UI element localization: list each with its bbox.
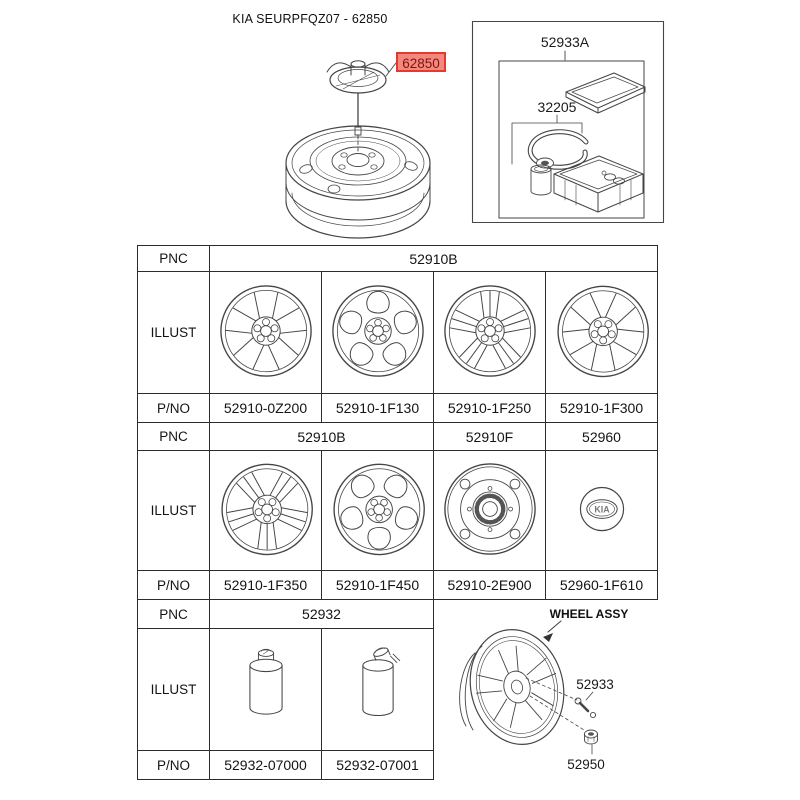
- highlighted-part-label-62850[interactable]: 62850: [396, 52, 446, 72]
- nut-drawing: [585, 730, 598, 744]
- valve-part-label[interactable]: 52933: [576, 677, 615, 692]
- alloy-wheel-icon: [329, 456, 427, 566]
- pno-header: P/NO: [138, 394, 210, 423]
- sealant-bottle-icon: [335, 638, 421, 742]
- steel-wheel-icon: [441, 456, 539, 566]
- arrow-icon: [543, 633, 553, 642]
- wheel-illust-cell: [322, 272, 434, 394]
- table-row: [138, 600, 658, 629]
- pnc-value: 52910B: [210, 423, 434, 451]
- sealant-illust-cell: [210, 629, 322, 751]
- valve-drawing: [575, 698, 596, 718]
- kit-lid-drawing: [566, 73, 645, 113]
- kia-center-cap-icon: [553, 456, 651, 566]
- pnc-header: PNC: [138, 600, 210, 629]
- wheel-illust-cell: [210, 451, 322, 571]
- illust-header: ILLUST: [138, 272, 210, 394]
- part-number-cell[interactable]: 52910-2E900: [434, 571, 546, 600]
- wheel-assy-area: [434, 600, 658, 780]
- wheel-illust-cell: [322, 451, 434, 571]
- wheel-illust-cell: [210, 272, 322, 394]
- table-row: [138, 451, 658, 571]
- wheel-illust-cell: [546, 451, 658, 571]
- alloy-wheel-icon: [217, 456, 315, 566]
- pnc-value: 52910B: [210, 246, 658, 272]
- wheel-assy-title: WHEEL ASSY: [549, 607, 629, 621]
- part-number-cell[interactable]: 52960-1F610: [546, 571, 658, 600]
- alloy-wheel-icon: [217, 278, 315, 388]
- wheel-assy-illustration: [434, 600, 657, 779]
- alloy-wheel-icon: [329, 278, 427, 388]
- pnc-header: PNC: [138, 246, 210, 272]
- wheel-illust-cell: [434, 451, 546, 571]
- pnc-value: 52932: [210, 600, 434, 629]
- table-row: [138, 423, 658, 451]
- illust-header: ILLUST: [138, 451, 210, 571]
- alloy-wheel-icon: [441, 278, 539, 388]
- sealant-illust-cell: [322, 629, 434, 751]
- table-row: [138, 272, 658, 394]
- nut-part-label[interactable]: 52950: [567, 757, 606, 772]
- illust-header: ILLUST: [138, 629, 210, 751]
- wheel-illust-cell: [546, 272, 658, 394]
- part-number-cell[interactable]: 52932-07001: [322, 751, 434, 780]
- pno-header: P/NO: [138, 571, 210, 600]
- kia-logo-text: KIA: [593, 503, 610, 514]
- table-row: [138, 394, 658, 423]
- part-number-cell[interactable]: 52910-0Z200: [210, 394, 322, 423]
- pnc-header: PNC: [138, 423, 210, 451]
- pno-header: P/NO: [138, 751, 210, 780]
- part-number-cell[interactable]: 52910-1F250: [434, 394, 546, 423]
- kit-sealant-can-drawing: [531, 165, 551, 195]
- page-title: KIA SEURPFQZ07 - 62850: [232, 12, 388, 26]
- part-number-cell[interactable]: 52932-07000: [210, 751, 322, 780]
- kit-inner-part-label[interactable]: 32205: [537, 99, 577, 115]
- wheel-drawing: [459, 620, 576, 755]
- table-row: [138, 571, 658, 600]
- part-number-cell[interactable]: 52910-1F450: [322, 571, 434, 600]
- parts-table: [137, 245, 658, 780]
- pnc-value: 52910F: [434, 423, 546, 451]
- part-number-cell[interactable]: 52910-1F300: [546, 394, 658, 423]
- clamp-62850-drawing: [327, 61, 396, 154]
- kit-part-label[interactable]: 52933A: [540, 34, 590, 50]
- tire-mobility-kit-illustration: [468, 16, 668, 228]
- wheel-illust-cell: [434, 272, 546, 394]
- table-row: [138, 246, 658, 272]
- part-number-cell[interactable]: 52910-1F350: [210, 571, 322, 600]
- part-number-cell[interactable]: 52910-1F130: [322, 394, 434, 423]
- sealant-bottle-icon: [223, 638, 309, 742]
- pnc-value: 52960: [546, 423, 658, 451]
- alloy-wheel-icon: [553, 278, 651, 388]
